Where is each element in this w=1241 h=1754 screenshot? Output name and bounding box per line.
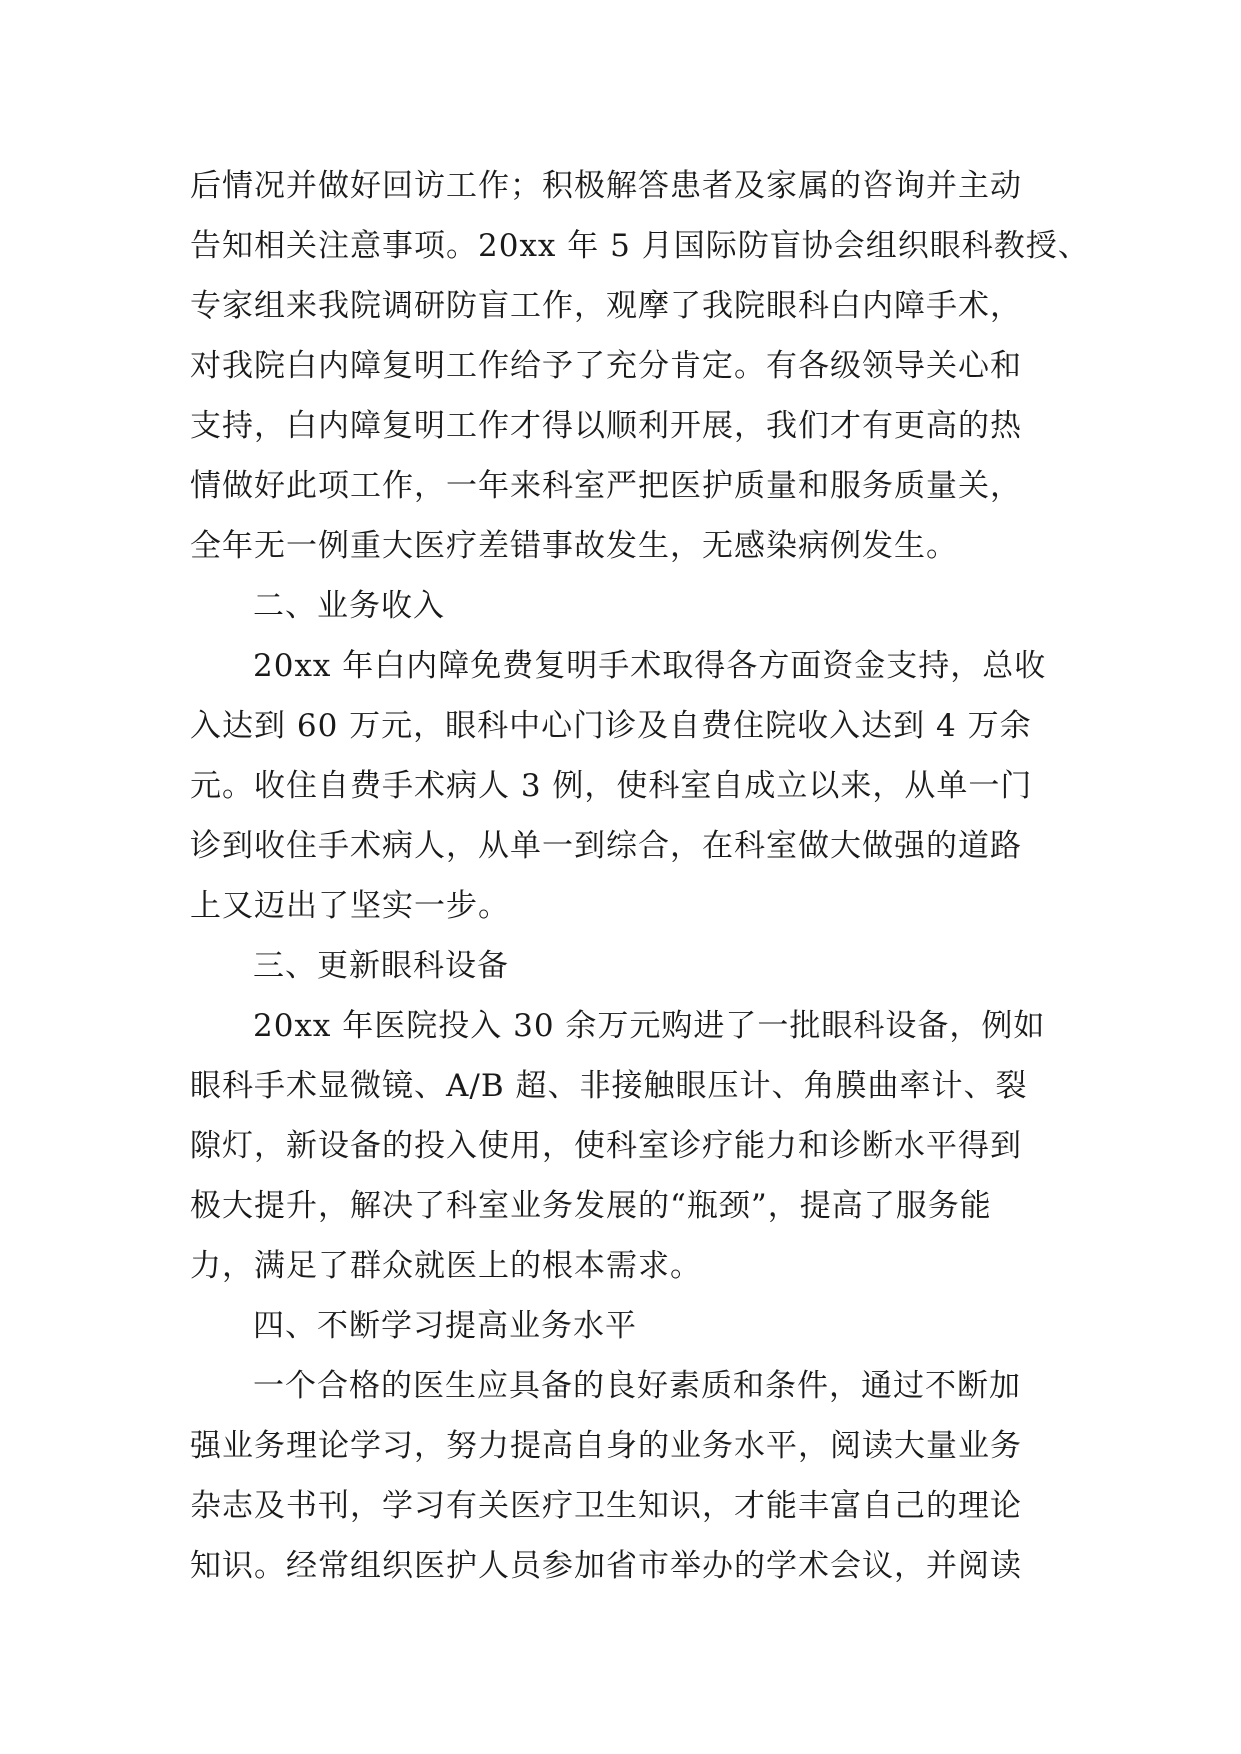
text-line: 后情况并做好回访工作；积极解答患者及家属的咨询并主动 [190,168,1022,204]
text-line: 全年无一例重大医疗差错事故发生，无感染病例发生。 [190,528,958,564]
text-line: 元。收住自费手术病人 3 例，使科室自成立以来，从单一门 [190,768,1033,804]
text-line: 诊到收住手术病人，从单一到综合，在科室做大做强的道路 [190,828,1022,864]
text-line: 力，满足了群众就医上的根本需求。 [190,1248,702,1284]
text-line: 眼科手术显微镜、A/B 超、非接触眼压计、角膜曲率计、裂 [190,1068,1028,1104]
text-line: 上又迈出了坚实一步。 [190,888,510,924]
text-line: 告知相关注意事项。20xx 年 5 月国际防盲协会组织眼科教授、 [190,228,1090,264]
text-line: 入达到 60 万元，眼科中心门诊及自费住院收入达到 4 万余 [190,708,1032,744]
text-line: 对我院白内障复明工作给予了充分肯定。有各级领导关心和 [190,348,1022,384]
section-heading: 三、更新眼科设备 [253,948,509,984]
text-line: 杂志及书刊，学习有关医疗卫生知识，才能丰富自己的理论 [190,1488,1022,1524]
text-line: 强业务理论学习，努力提高自身的业务水平，阅读大量业务 [190,1428,1022,1464]
text-line: 支持，白内障复明工作才得以顺利开展，我们才有更高的热 [190,408,1022,444]
text-line: 20xx 年医院投入 30 余万元购进了一批眼科设备，例如 [253,1008,1046,1044]
section-heading: 二、业务收入 [253,588,445,624]
text-line: 极大提升，解决了科室业务发展的“瓶颈”，提高了服务能 [190,1188,992,1224]
text-line: 专家组来我院调研防盲工作，观摩了我院眼科白内障手术， [190,288,1022,324]
text-line: 20xx 年白内障免费复明手术取得各方面资金支持，总收 [253,648,1047,684]
text-line: 情做好此项工作，一年来科室严把医护质量和服务质量关， [190,468,1022,504]
section-heading: 四、不断学习提高业务水平 [253,1308,637,1344]
text-line: 一个合格的医生应具备的良好素质和条件，通过不断加 [253,1368,1021,1404]
document-body [190,156,1090,1596]
text-line: 隙灯，新设备的投入使用，使科室诊疗能力和诊断水平得到 [190,1128,1022,1164]
text-line: 知识。经常组织医护人员参加省市举办的学术会议，并阅读 [190,1548,1022,1584]
